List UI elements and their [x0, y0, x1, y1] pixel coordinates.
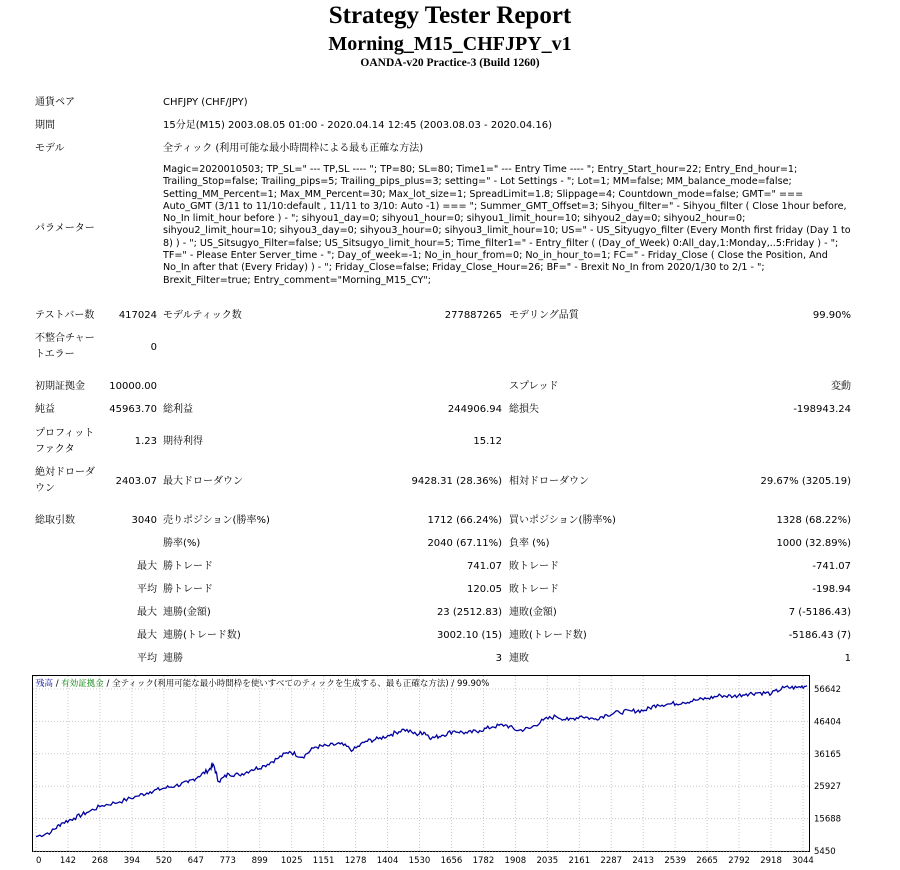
avg-loss-value: -198.94 [812, 584, 851, 595]
cons-loss-label: 連敗(トレード数) [509, 630, 587, 641]
x-tick-label: 1151 [312, 856, 335, 866]
absolute-drawdown-label-1: 絶対ドローダ [35, 467, 95, 478]
loss-rate-value: 1000 (32.89%) [776, 538, 851, 549]
cons-wins-money-value: 23 (2512.83) [436, 607, 502, 618]
net-profit-value: 45963.70 [109, 404, 157, 415]
symbol-label: 通貨ペア [35, 97, 75, 108]
x-tick-label: 1656 [440, 856, 463, 866]
x-tick-label: 2287 [600, 856, 623, 866]
avg-cons-wins-value: 3 [495, 653, 502, 664]
y-tick-label: 36165 [814, 749, 842, 760]
model-value: 全ティック (利用可能な最小時間枠による最も正確な方法) [163, 143, 424, 154]
chart-x-axis [36, 856, 814, 866]
x-tick-label: 2918 [760, 856, 782, 866]
x-tick-label: 1025 [280, 856, 303, 866]
ticks-label: モデルティック数 [163, 310, 242, 321]
loss-rate-label: 負率 (%) [509, 538, 550, 549]
long-positions-label: 買いポジション(勝率%) [509, 515, 616, 526]
cons-losses-money-value: 7 (-5186.43) [788, 607, 851, 618]
avg-win-value: 120.05 [467, 584, 502, 595]
x-tick-label: 268 [91, 856, 109, 866]
win-rate-label: 勝率(%) [163, 538, 201, 549]
model-label: モデル [35, 143, 65, 154]
win-rate-value: 2040 (67.11%) [427, 538, 502, 549]
largest-loss-value: -741.07 [812, 561, 851, 572]
x-tick-label: 2539 [664, 856, 686, 866]
legend-info: / 全ティック(利用可能な最小時間枠を使いすべてのティックを生成する、最も正確な方法) / 99.90% [103, 679, 490, 689]
x-tick-label: 1278 [344, 856, 367, 866]
x-tick-label: 2665 [696, 856, 718, 866]
avg-cons-prefix: 平均 [137, 653, 157, 664]
profit-factor-value: 1.23 [134, 436, 157, 447]
largest-prefix: 最大 [137, 561, 157, 572]
relative-drawdown-label: 相対ドローダウン [509, 476, 589, 487]
parameters-value: Magic=2020010503; TP_SL=" --- TP,SL ---- "; TP=80; SL=80; Time1=" --- Entry Time ---- "; Entry_Start_hour=22; Entry_End_hour=1; Trailing_Stop=false; Trailing_pips=5; Trailing_pips_plus=3; setting=" - Lot Settings - "; Lot=1; MM=false; MM_balance_mode=false; Setting_MM_Percent=1; Max_MM_Percent=30; Max_lot_size=1; SpreadLimit=1.8; Slippage=4; Countdown_mode=false; GMT=" === Auto_GMT (3/11 to 11/10:default , 11/11 to 3/10: Auto -1) === "; Summer_GMT_Offset=3; Sihyou_filter=" - Sihyou_filter ( Close 1hour before, No_In limit_hour before ) - "; sihyou1_day=0; sihyou1_hour=0; sihyou1_limit_hour=10; sihyou2_day=0; sihyou2_hour=0; sihyou2_limit_hour=10; sihyou3_day=0; sihyou3_hour=0; sihyou3_limit_hour=10; US=" - US_Sityugyo_filter (Every Month first friday (Day 1 to 8) ) - "; US_Sitsugyo_Filter=false; US_Sitsugyo_limit_hour=5; Time_filter1=" - Entry_filter ( (Day_of_Week) 0:All_day,1:Monday,..5:Friday ) - "; TF=" - Please Enter Server_time - "; Day_of_week=-1; No_in_hour_from=0; No_in_hour_to=1; FC=" - Friday_Close ( Close the Position, And No_In after that (Every Friday) ) - "; Friday_Close=false; Friday_Close_Hour=26; BF=" - Brexit No_In from 2020/1/30 to 2/1 - "; Brexit_Filter=true; Entry_comment="Morning_M15_CY"; [163, 164, 851, 286]
absolute-drawdown-value: 2403.07 [115, 476, 157, 487]
x-tick-label: 142 [59, 856, 77, 866]
bars-value: 417024 [118, 310, 157, 321]
x-tick-label: 2161 [568, 856, 591, 866]
server-build: OANDA-v20 Practice-3 (Build 1260) [360, 57, 540, 69]
max-drawdown-label: 最大ドローダウン [163, 476, 243, 487]
profit-factor-label-2: ファクタ [35, 444, 75, 455]
mismatch-label-2: トエラー [35, 349, 75, 360]
x-tick-label: 2792 [728, 856, 750, 866]
relative-drawdown-value: 29.67% (3205.19) [760, 476, 851, 487]
y-tick-label: 5450 [814, 847, 836, 857]
avg-cons-losses-value: 1 [844, 653, 851, 664]
largest-win-value: 741.07 [467, 561, 502, 572]
gross-loss-value: -198943.24 [793, 404, 851, 415]
x-tick-label: 1908 [504, 856, 527, 866]
spread-label: スプレッド [509, 381, 559, 392]
chart-plot-frame [33, 676, 810, 852]
x-tick-label: 647 [187, 856, 204, 866]
report-title: Strategy Tester Report [328, 2, 572, 29]
absolute-drawdown-label-2: ウン [35, 483, 55, 494]
y-tick-label: 46404 [814, 717, 842, 728]
legend-balance: 残高 [36, 679, 54, 689]
x-tick-label: 0 [36, 856, 42, 866]
spread-value: 変動 [831, 381, 851, 392]
period-label: 期間 [35, 120, 55, 131]
deposit-label: 初期証拠金 [35, 381, 85, 392]
cons-loss-value: -5186.43 (7) [788, 630, 851, 641]
max-drawdown-value: 9428.31 (28.36%) [411, 476, 502, 487]
chart-y-axis [814, 685, 841, 857]
x-tick-label: 2035 [536, 856, 559, 866]
max-cons-prefix-2: 最大 [137, 630, 157, 641]
x-tick-label: 1530 [408, 856, 431, 866]
avg-loss-label: 敗トレード [509, 584, 559, 595]
expert-name: Morning_M15_CHFJPY_v1 [328, 33, 572, 55]
largest-win-label: 勝トレード [163, 561, 213, 572]
quality-label: モデリング品質 [509, 310, 579, 321]
symbol-value: CHFJPY (CHF/JPY) [163, 97, 248, 108]
cons-profit-label: 連勝(トレード数) [163, 630, 241, 641]
largest-loss-label: 敗トレード [509, 561, 559, 572]
avg-win-label: 勝トレード [163, 584, 213, 595]
legend-sep: / [53, 679, 62, 689]
legend-margin: 有効証拠金 [61, 679, 104, 689]
gross-profit-label: 総利益 [163, 404, 193, 415]
chart-legend [36, 678, 489, 689]
x-tick-label: 1782 [472, 856, 495, 866]
avg-cons-wins-label: 連勝 [163, 653, 183, 664]
average-prefix: 平均 [137, 584, 157, 595]
quality-value: 99.90% [812, 310, 851, 321]
net-profit-label: 純益 [35, 404, 55, 415]
y-tick-label: 25927 [814, 782, 842, 793]
x-tick-label: 520 [155, 856, 172, 866]
short-positions-value: 1712 (66.24%) [427, 515, 502, 526]
max-cons-prefix-1: 最大 [137, 607, 157, 618]
x-tick-label: 899 [251, 856, 268, 866]
total-trades-label: 総取引数 [35, 515, 75, 526]
long-positions-value: 1328 (68.22%) [776, 515, 851, 526]
cons-losses-money-label: 連敗(金額) [509, 607, 557, 618]
gross-loss-label: 総損失 [509, 404, 539, 415]
x-tick-label: 394 [123, 856, 140, 866]
parameters-label: パラメーター [35, 223, 95, 234]
cons-wins-money-label: 連勝(金額) [163, 607, 211, 618]
period-value: 15分足(M15) 2003.08.05 01:00 - 2020.04.14 12:45 (2003.08.03 - 2020.04.16) [163, 120, 552, 131]
deposit-value: 10000.00 [109, 381, 157, 392]
y-tick-label: 56642 [814, 685, 842, 695]
y-tick-label: 15688 [814, 814, 842, 825]
expected-payoff-value: 15.12 [473, 436, 502, 447]
balance-chart [32, 675, 852, 867]
gross-profit-value: 244906.94 [447, 404, 502, 415]
total-trades-value: 3040 [131, 515, 157, 526]
avg-cons-losses-label: 連敗 [509, 653, 529, 664]
ticks-value: 277887265 [444, 310, 502, 321]
x-tick-label: 1404 [376, 856, 399, 866]
expected-payoff-label: 期待利得 [163, 436, 203, 447]
mismatch-value: 0 [150, 342, 157, 353]
x-tick-label: 773 [219, 856, 236, 866]
x-tick-label: 3044 [792, 856, 814, 866]
short-positions-label: 売りポジション(勝率%) [163, 515, 270, 526]
bars-label: テストバー数 [35, 310, 95, 321]
profit-factor-label-1: プロフィット [35, 428, 95, 439]
mismatch-label-1: 不整合チャー [35, 333, 95, 344]
cons-profit-value: 3002.10 (15) [436, 630, 502, 641]
x-tick-label: 2413 [632, 856, 655, 866]
